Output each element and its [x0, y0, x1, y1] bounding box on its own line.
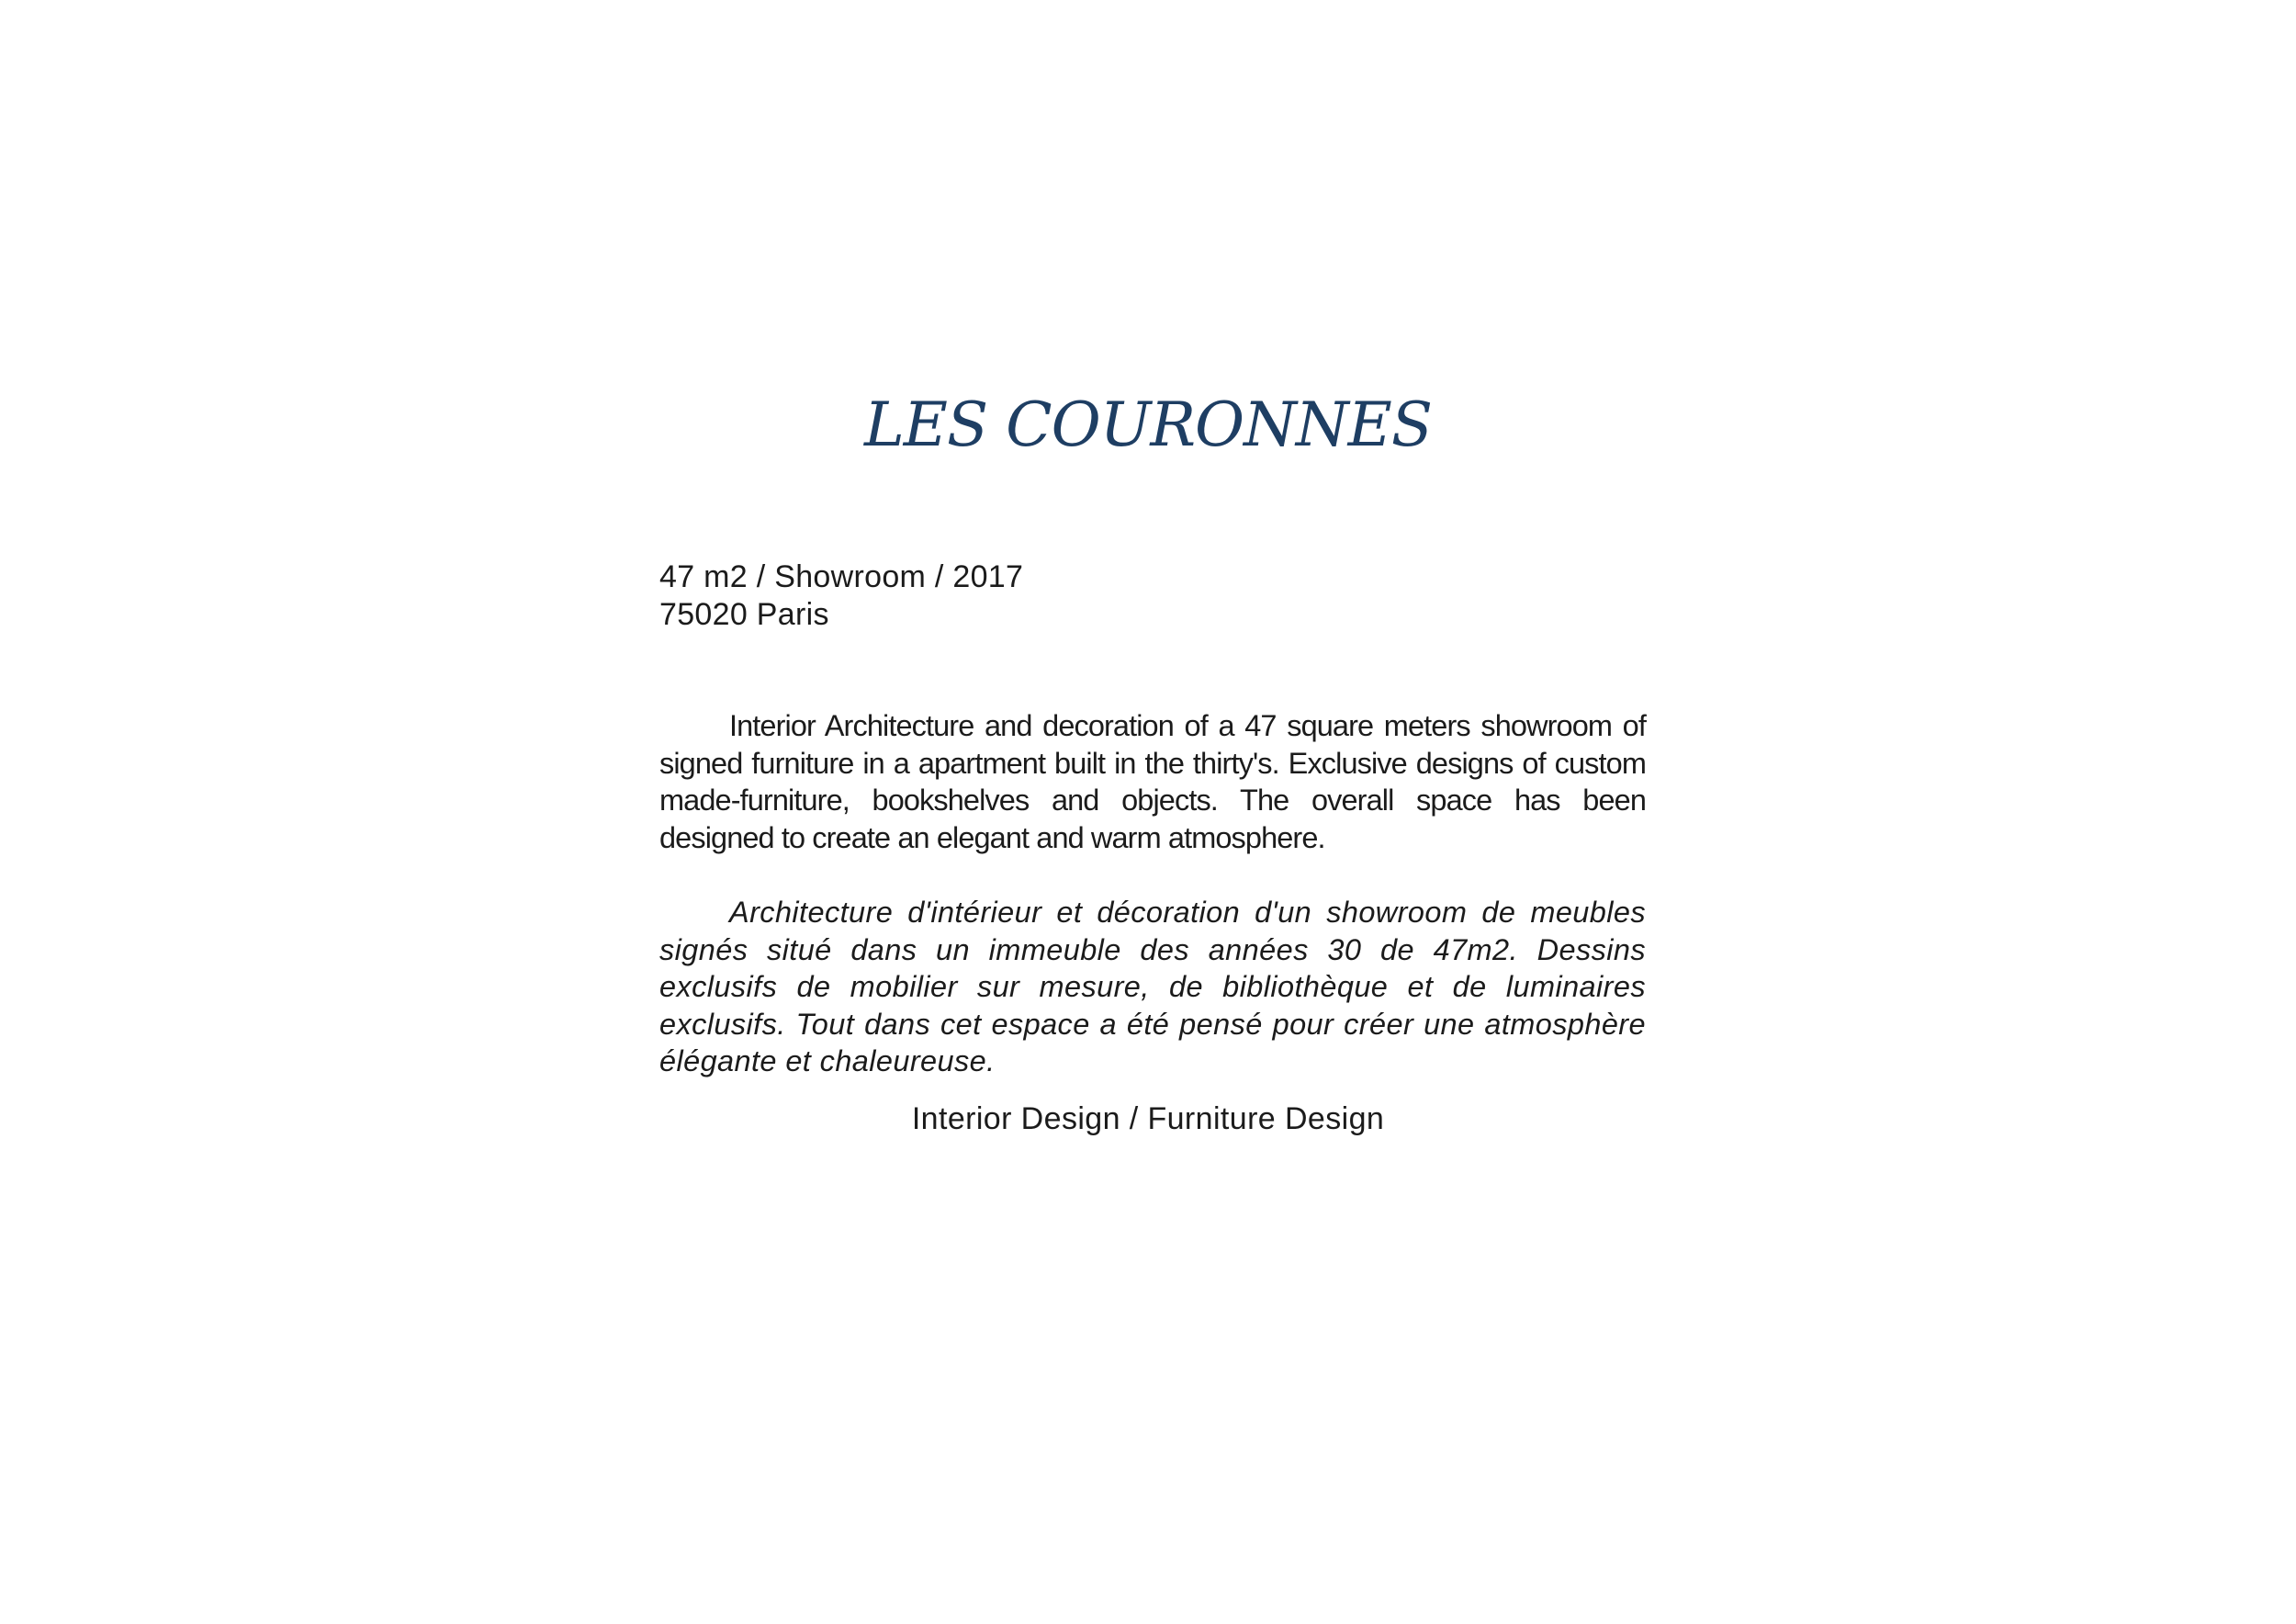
- project-location: 75020 Paris: [659, 597, 829, 632]
- description-french: Architecture d'intérieur et décoration d'un showroom de meubles signés situé dans un immeuble des années 30 de 47m2. Dessins exclusifs de mobilier sur mesure, de bibliothèque et de luminaires exclusifs. Tout dans cet espace a été pensé pour créer une atmosphère élégante et chaleureuse.: [659, 896, 1646, 1077]
- project-title: LES COURONNES: [863, 389, 1433, 460]
- project-categories: Interior Design / Furniture Design: [911, 1101, 1385, 1136]
- description-english: Interior Architecture and decoration of a 47 square meters showroom of signed furniture in a apartment built in the thirty's. Exclusive designs of custom made-furniture, bookshelves and objects. The overall space has been designed to create an elegant and warm atmosphere.: [659, 709, 1646, 854]
- project-meta-line-1: 47 m2 / Showroom / 2017: [659, 559, 1024, 594]
- project-meta: [659, 558, 1023, 634]
